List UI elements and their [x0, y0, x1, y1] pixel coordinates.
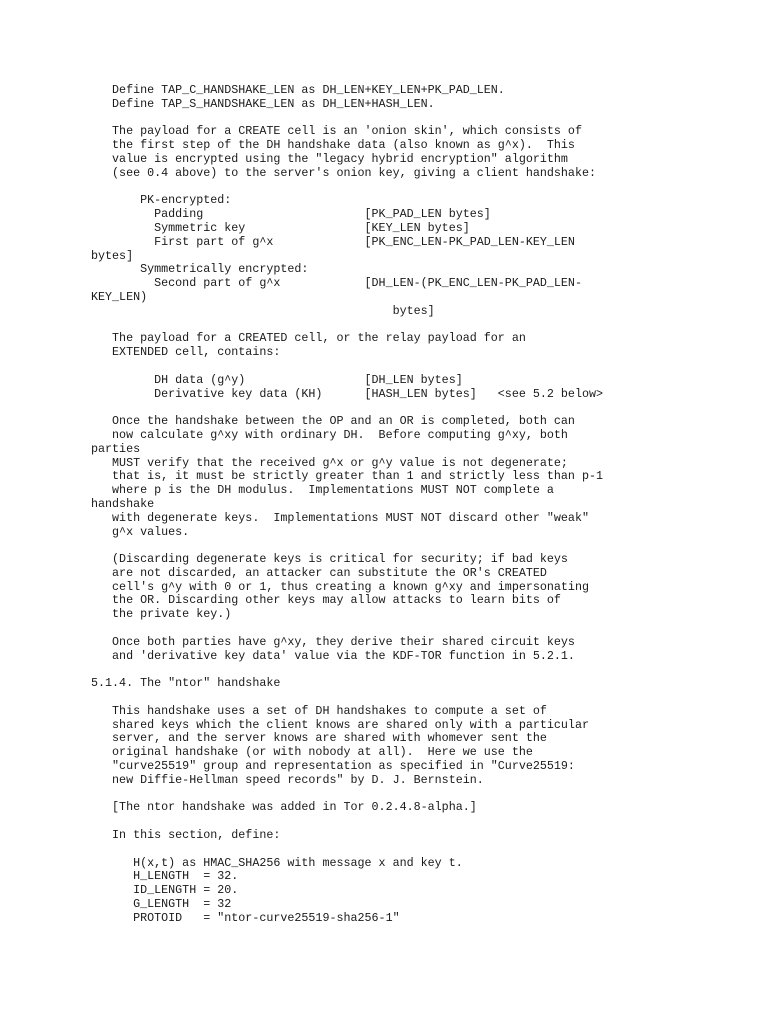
spec-text: Define TAP_C_HANDSHAKE_LEN as DH_LEN+KEY_LEN+PK_PAD_LEN. Define TAP_S_HANDSHAKE_LEN as DH_LEN+HASH_LEN. The payload for a CREATE cell is an 'onion skin', which consists of the first step of the DH handshake data (also known as g^x). This value is encrypted using the "legacy hybrid encryption" algorithm (see 0.4 above) to the server's onion key, giving a client handshake: PK-encrypted: Padding [PK_PAD_LEN bytes] Symmetric key [KEY_LEN bytes] First part of g^x [PK_ENC_LEN-PK_PAD_LEN-KEY_LEN bytes] Symmetrically encrypted: Second part of g^x [DH_LEN-(PK_ENC_LEN-PK_PAD_LEN- KEY_LEN) bytes] The payload for a CREATED cell, or the relay payload for an EXTENDED cell, contains: DH data (g^y) [DH_LEN bytes] Derivative key data (KH) [HASH_LEN bytes] <see 5.2 below> Once the handshake between the OP and an OR is completed, both can now calculate g^xy with ordinary DH. Before computing g^xy, both parties MUST verify that the received g^x or g^y value is not degenerate; that is, it must be strictly greater than 1 and strictly less than p-1 where p is the DH modulus. Implementations MUST NOT complete a handshake with degenerate keys. Implementations MUST NOT discard other "weak" g^x values. (Discarding degenerate keys is critical for security; if bad keys are not discarded, an attacker can substitute the OR's CREATED cell's g^y with 0 or 1, thus creating a known g^xy and impersonating the OR. Discarding other keys may allow attacks to learn bits of the private key.) Once both parties have g^xy, they derive their shared circuit keys and 'derivative key data' value via the KDF-TOR function in 5.2.1. 5.1.4. The "ntor" handshake This handshake uses a set of DH handshakes to compute a set of shared keys which the client knows are shared only with a particular server, and the server knows are shared with whomever sent the original handshake (or with nobody at all). Here we use the "curve25519" group and representation as specified in "Curve25519: new Diffie-Hellman speed records" by D. J. Bernstein. [The ntor handshake was added in Tor 0.2.4.8-alpha.] In this section, define: H(x,t) as HMAC_SHA256 with message x and key t. H_LENGTH = 32. ID_LENGTH = 20. G_LENGTH = 32 PROTOID = "ntor-curve25519-sha256-1" — [91, 83, 603, 925]
